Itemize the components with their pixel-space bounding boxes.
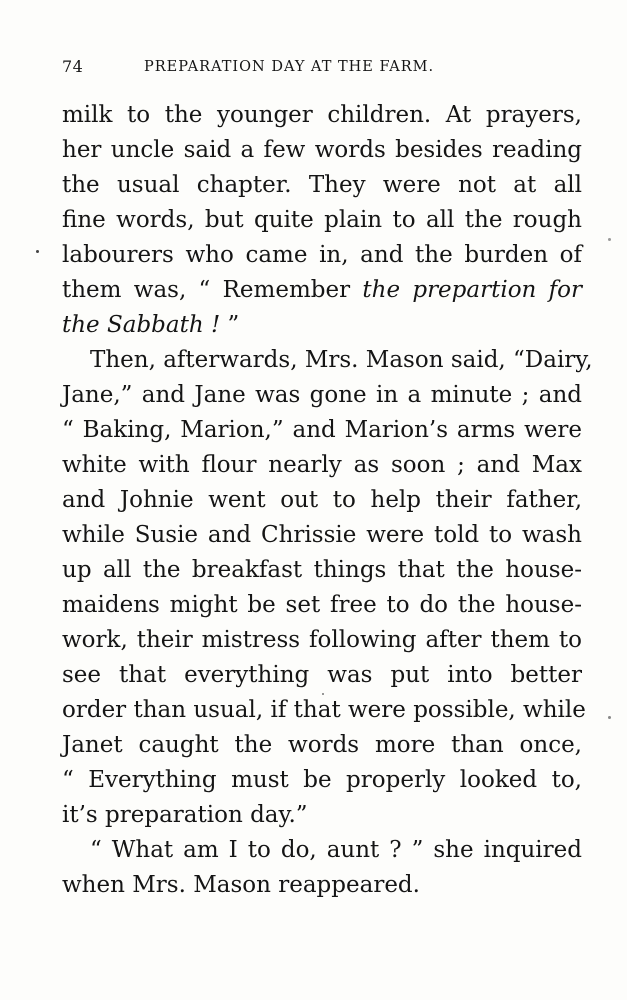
text-line: “ Baking, Marion,” and Marion’s arms were <box>62 417 582 443</box>
text-line: see that everything was put into better <box>62 662 582 688</box>
print-speck <box>608 238 611 241</box>
text-line: while Susie and Chrissie were told to wash <box>62 522 582 548</box>
body-text <box>62 98 593 903</box>
text-line: Janet caught the words more than once, <box>62 732 582 758</box>
text-line: order than usual, if that were possible, while <box>62 697 586 723</box>
page-header <box>62 57 582 81</box>
text-line: and Johnie went out to help their father, <box>62 487 582 513</box>
print-speck <box>608 716 611 719</box>
text-run: ” <box>220 312 240 338</box>
text-line: white with flour nearly as soon ; and Max <box>62 452 582 478</box>
text-line: labourers who came in, and the burden of <box>62 242 582 268</box>
running-head: PREPARATION DAY AT THE FARM. <box>144 59 435 75</box>
text-line: “ Everything must be properly looked to, <box>62 767 582 793</box>
text-line: work, their mistress following after them to <box>62 627 582 653</box>
text-line: maidens might be set free to do the house- <box>62 592 582 618</box>
text-line: the usual chapter. They were not at all <box>62 172 582 198</box>
text-line: Then, afterwards, Mrs. Mason said, “Dairy, <box>90 347 593 373</box>
print-speck <box>322 693 324 695</box>
text-run: them was, “ Remember <box>62 277 363 303</box>
text-line <box>62 273 582 308</box>
text-line: up all the breakfast things that the house- <box>62 557 582 583</box>
text-line: when Mrs. Mason reappeared. <box>62 872 420 898</box>
text-line: “ What am I to do, aunt ? ” she inquired <box>90 837 582 863</box>
italic-text: the Sabbath ! <box>62 312 221 338</box>
text-line: Jane,” and Jane was gone in a minute ; and <box>62 382 582 408</box>
text-line: fine words, but quite plain to all the rough <box>62 207 582 233</box>
text-line <box>62 308 582 343</box>
page-number: 74 <box>62 57 84 76</box>
text-line: milk to the younger children. At prayers, <box>62 102 582 128</box>
text-line: her uncle said a few words besides reading <box>62 137 582 163</box>
italic-text: the prepartion for <box>362 277 583 303</box>
text-line: it’s preparation day.” <box>62 802 308 828</box>
print-speck <box>36 250 39 253</box>
